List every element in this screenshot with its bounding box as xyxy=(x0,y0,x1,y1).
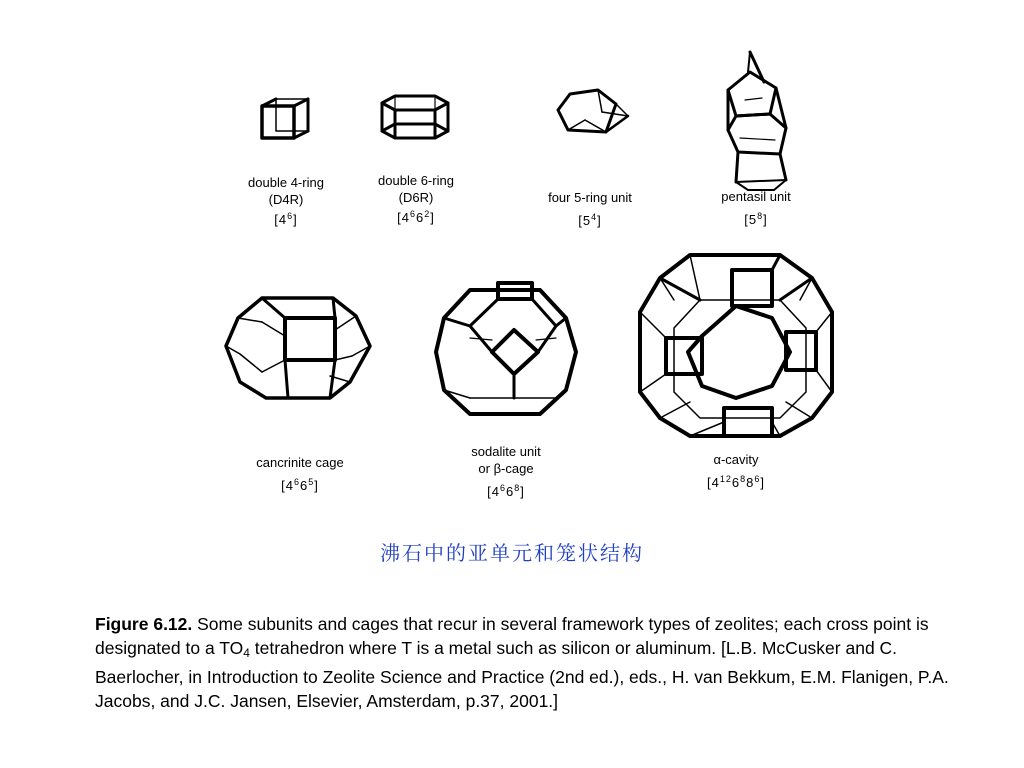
pentasil-unit-drawing xyxy=(728,52,786,190)
label-symbol: $[4^66^2]$ xyxy=(397,209,435,225)
alpha-cavity-drawing xyxy=(640,255,832,436)
label-pentasil-unit xyxy=(700,188,812,228)
caption-subscript: 4 xyxy=(243,646,250,660)
four-5-ring-unit-drawing xyxy=(558,90,628,132)
figure-caption xyxy=(95,612,985,713)
label-name-alt: or β-cage xyxy=(478,461,534,476)
label-symbol: $[5^8]$ xyxy=(744,211,768,227)
sodalite-unit-drawing xyxy=(436,283,576,414)
label-four-5-ring-unit xyxy=(525,189,655,229)
label-name: pentasil unit xyxy=(721,189,791,204)
label-code: (D6R) xyxy=(398,190,434,205)
caption-text-2: tetrahedron where T is a metal such as silicon or aluminum. [L.B. McCusker and C. Baerlocher, in Introduction to Zeolite Science and Practice (2nd ed.), eds., H. van Bekkum, E.M. Flanigen, P.A. Jacobs, and J.C. Jansen, Elsevier, Amsterdam, p.37, 2001.] xyxy=(95,638,949,711)
chinese-title: 沸石中的亚单元和笼状结构 xyxy=(380,541,644,565)
label-name: four 5-ring unit xyxy=(548,190,632,205)
caption-text-1: Some subunits and cages that recur in several framework types of zeolites; each cross point is designated to a TO xyxy=(95,614,929,658)
label-double-4-ring xyxy=(230,174,342,228)
cancrinite-cage-drawing xyxy=(226,298,370,398)
label-code: (D4R) xyxy=(268,192,304,207)
label-cancrinite-cage xyxy=(240,454,360,494)
label-sodalite-unit xyxy=(450,443,562,500)
label-name: sodalite unit xyxy=(471,444,541,459)
label-name: α-cavity xyxy=(713,452,759,467)
label-double-6-ring xyxy=(360,172,472,226)
label-symbol: $[4^66^5]$ xyxy=(281,477,319,493)
label-symbol: $[4^6]$ xyxy=(274,211,298,227)
caption-label: Figure 6.12. xyxy=(95,614,193,634)
label-alpha-cavity xyxy=(680,451,792,491)
label-name: cancrinite cage xyxy=(256,455,344,470)
double-6-ring-drawing xyxy=(382,96,448,138)
label-symbol: $[4^{12}6^88^6]$ xyxy=(707,474,765,490)
label-name: double 4-ring xyxy=(248,175,324,190)
label-name: double 6-ring xyxy=(378,173,454,188)
label-symbol: $[5^4]$ xyxy=(578,212,602,228)
double-4-ring-drawing xyxy=(262,99,308,138)
label-symbol: $[4^66^8]$ xyxy=(487,483,525,499)
